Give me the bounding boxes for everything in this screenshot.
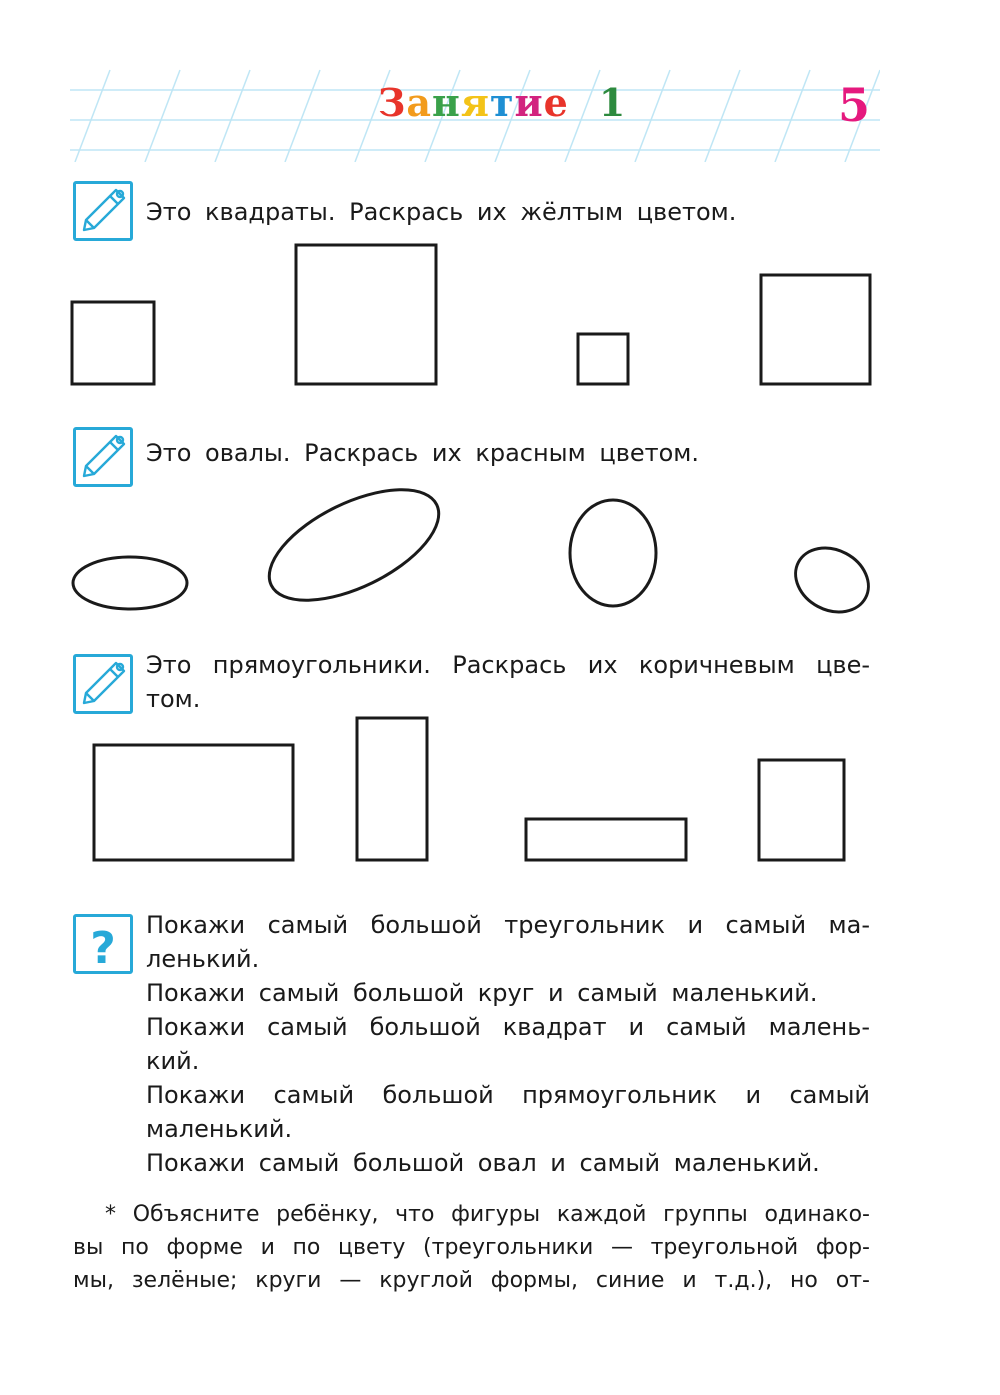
note-line: вы по форме и по цвету (треугольники — треугольной фор- (73, 1235, 870, 1260)
rectangle-shape (94, 745, 293, 860)
question-line: Покажи самый большой овал и самый маленький. (146, 1149, 820, 1177)
note-line: * Объясните ребёнку, что фигуры каждой группы одинако- (105, 1202, 870, 1227)
oval-shape (73, 557, 187, 609)
title-letter: и (514, 80, 544, 125)
rectangle-shape (526, 819, 686, 860)
title-letter: а (406, 80, 433, 125)
question-line: Покажи самый большой квадрат и самый малень- (146, 1013, 870, 1041)
question-line: кий. (146, 1047, 200, 1075)
question-icon (73, 914, 133, 974)
question-line: Покажи самый большой прямоугольник и самый (146, 1081, 870, 1109)
title-letter: н (432, 80, 461, 125)
title-letter: З (378, 80, 407, 125)
parent-note (73, 1198, 870, 1297)
task-line: Это прямоугольники. Раскрась их коричневым цве- (146, 651, 870, 679)
task-line: Это квадраты. Раскрась их жёлтым цветом. (146, 198, 737, 226)
oval-shape (253, 467, 455, 623)
rectangle-shape (357, 718, 427, 860)
lesson-title-number: 1 (598, 80, 627, 125)
square-shape (578, 334, 628, 384)
oval-shape (784, 536, 879, 625)
title-letter: я (460, 80, 490, 125)
question-line: Покажи самый большой круг и самый маленький. (146, 979, 818, 1007)
task-line: Это овалы. Раскрась их красным цветом. (146, 439, 699, 467)
note-line: мы, зелёные; круги — круглой формы, синие и т.д.), но от- (73, 1268, 870, 1293)
oval-shape (570, 500, 656, 606)
title-letter: т (489, 80, 515, 125)
rectangle-shape (759, 760, 844, 860)
question-line: ленький. (146, 945, 260, 973)
title-letter: е (543, 80, 569, 125)
question-line: Покажи самый большой треугольник и самый ма- (146, 911, 870, 939)
square-shape (72, 302, 154, 384)
square-shape (296, 245, 436, 384)
square-shape (761, 275, 870, 384)
question-glyph: ? (90, 923, 116, 971)
page-number: 5 (838, 78, 871, 132)
questions-text (146, 908, 870, 1180)
task-line: том. (146, 685, 201, 713)
question-line: маленький. (146, 1115, 293, 1143)
